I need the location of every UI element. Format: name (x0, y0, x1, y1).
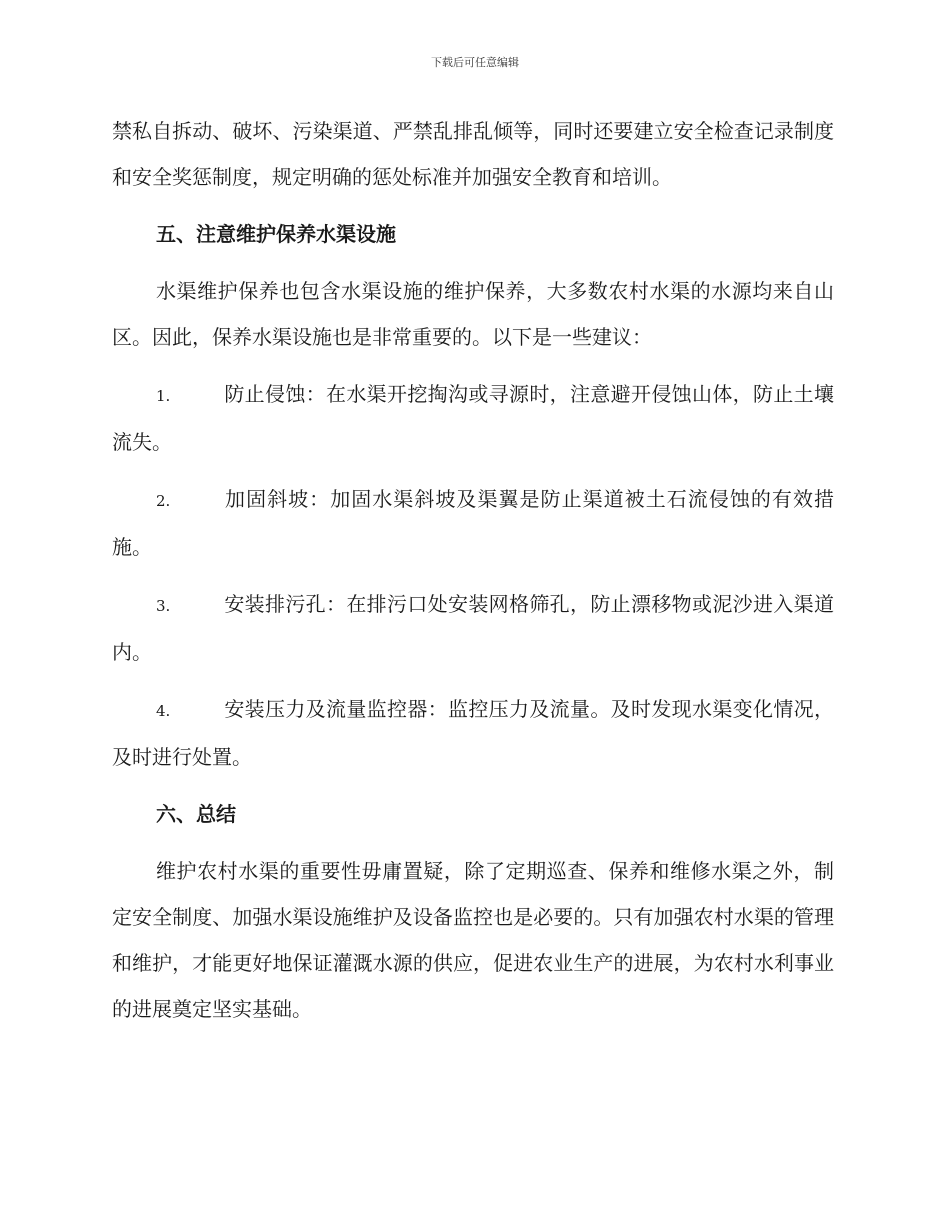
section-heading-5: 五、注意维护保养水渠设施 (156, 222, 396, 246)
list-item-number: 4. (156, 702, 171, 720)
list-item-text: 防止侵蚀：在水渠开挖掏沟或寻源时，注意避开侵蚀山体，防止土壤流失。 (112, 382, 834, 454)
list-item-number: 2. (156, 492, 171, 510)
list-item-text: 安装压力及流量监控器：监控压力及流量。及时发现水渠变化情况，及时进行处置。 (112, 697, 834, 769)
list-item-text: 加固斜坡：加固水渠斜坡及渠翼是防止渠道被土石流侵蚀的有效措施。 (112, 487, 834, 559)
list-item-number: 1. (156, 387, 171, 405)
list-item-number: 3. (156, 597, 171, 615)
list-item (112, 581, 834, 675)
list-item (112, 686, 834, 780)
list-item (112, 476, 834, 570)
list-item (112, 371, 834, 465)
section-6-paragraph: 维护农村水渠的重要性毋庸置疑，除了定期巡查、保养和维修水渠之外，制定安全制度、加强水渠设施维护及设备监控也是必要的。只有加强农村水渠的管理和维护，才能更好地保证灌溉水源的供应，促进农业生产的进展，为农村水利事业的进展奠定坚实基础。 (112, 859, 834, 1021)
section-heading-6: 六、总结 (156, 802, 236, 826)
intro-paragraph: 禁私自拆动、破坏、污染渠道、严禁乱排乱倾等，同时还要建立安全检查记录制度和安全奖惩制度，规定明确的惩处标准并加强安全教育和培训。 (112, 119, 834, 189)
list-item-text: 安装排污孔：在排污口处安装网格筛孔，防止漂移物或泥沙进入渠道内。 (112, 592, 834, 664)
document-body (112, 108, 834, 1043)
page-header: 下载后可任意编辑 (431, 56, 519, 69)
section-5-paragraph: 水渠维护保养也包含水渠设施的维护保养，大多数农村水渠的水源均来自山区。因此，保养水渠设施也是非常重要的。以下是一些建议： (112, 279, 834, 349)
